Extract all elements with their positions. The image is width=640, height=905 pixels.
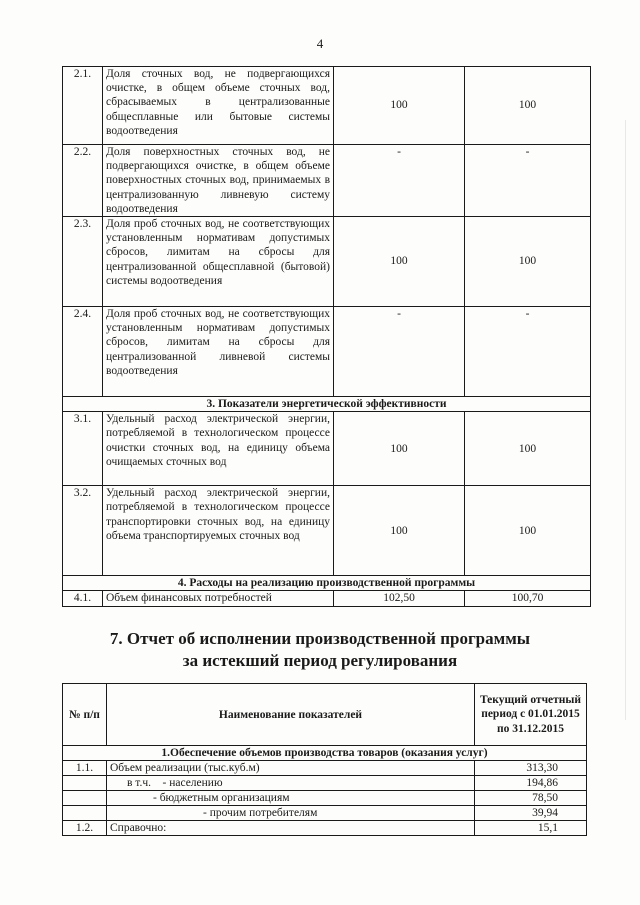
column-header-name: Наименование показателей <box>107 684 475 746</box>
section-heading: 1.Обеспечение объемов производства товаров (оказания услуг) <box>63 746 587 761</box>
row-number <box>63 791 107 806</box>
plan-value: 102,50 <box>334 591 465 606</box>
row-number: 2.2. <box>63 145 103 217</box>
table-row <box>63 307 591 397</box>
section-row <box>63 397 591 412</box>
actual-value: 100 <box>465 217 591 307</box>
indicator-name: Удельный расход электрической энергии, потребляемой в технологическом процессе транспортировки сточных вод, на единицу объема транспортируемых сточных вод <box>103 486 334 576</box>
header-row <box>63 684 587 746</box>
table-row <box>63 412 591 486</box>
column-header-number: № п/п <box>63 684 107 746</box>
table-row <box>63 486 591 576</box>
section-heading: 4. Расходы на реализацию производственной программы <box>63 576 591 591</box>
indicator-name: Справочно: <box>107 821 475 836</box>
row-number: 2.1. <box>63 67 103 145</box>
actual-value: - <box>465 145 591 217</box>
plan-value: 100 <box>334 67 465 145</box>
page-number: 4 <box>316 36 324 51</box>
period-value: 313,30 <box>475 761 587 776</box>
period-value: 15,1 <box>475 821 587 836</box>
actual-value: 100 <box>465 67 591 145</box>
row-number: 2.4. <box>63 307 103 397</box>
indicator-name: Удельный расход электрической энергии, потребляемой в технологическом процессе очистки сточных вод, на единицу объема очищаемых сточных вод <box>103 412 334 486</box>
row-number: 1.1. <box>63 761 107 776</box>
indicator-name: Доля проб сточных вод, не соответствующих установленным нормативам допустимых сбросов, лимитам на сбросы для централизованной общесплавной (бытовой) системы водоотведения <box>103 217 334 307</box>
plan-value: 100 <box>334 486 465 576</box>
row-number: 1.2. <box>63 821 107 836</box>
actual-value: - <box>465 307 591 397</box>
plan-value: - <box>334 145 465 217</box>
indicator-name: Объем реализации (тыс.куб.м) <box>107 761 475 776</box>
plan-value: 100 <box>334 217 465 307</box>
section-row <box>63 576 591 591</box>
plan-value: - <box>334 307 465 397</box>
row-number <box>63 776 107 791</box>
section-title: 7. Отчет об исполнении производственной программы <box>109 629 531 648</box>
period-value: 78,50 <box>475 791 587 806</box>
indicator-name: Объем финансовых потребностей <box>103 591 334 606</box>
table-row <box>63 217 591 307</box>
row-number: 2.3. <box>63 217 103 307</box>
table-row <box>63 67 591 145</box>
row-number: 3.2. <box>63 486 103 576</box>
table-row <box>63 776 587 791</box>
column-header-period: Текущий отчетный период с 01.01.2015 по 31.12.2015 <box>475 684 587 746</box>
indicator-name: в т.ч. - населению <box>107 776 475 791</box>
table-row <box>63 806 587 821</box>
actual-value: 100,70 <box>465 591 591 606</box>
indicators-table <box>62 66 591 607</box>
row-number: 4.1. <box>63 591 103 606</box>
table-row <box>63 145 591 217</box>
actual-value: 100 <box>465 412 591 486</box>
indicator-name: Доля проб сточных вод, не соответствующих установленным нормативам допустимых сбросов, лимитам на сбросы для централизованной ливневой системы водоотведения <box>103 307 334 397</box>
indicator-name: - бюджетным организациям <box>107 791 475 806</box>
section-subtitle: за истекший период регулирования <box>182 651 458 670</box>
report-table <box>62 683 587 836</box>
table-row <box>63 821 587 836</box>
table-row <box>63 791 587 806</box>
actual-value: 100 <box>465 486 591 576</box>
indicator-name: - прочим потребителям <box>107 806 475 821</box>
row-number: 3.1. <box>63 412 103 486</box>
plan-value: 100 <box>334 412 465 486</box>
section-row <box>63 746 587 761</box>
indicator-name: Доля поверхностных сточных вод, не подвергающихся очистке, в общем объеме поверхностных сточных вод, принимаемых в централизованную ливневую систему водоотведения <box>103 145 334 217</box>
section-heading: 3. Показатели энергетической эффективности <box>63 397 591 412</box>
indicator-name: Доля сточных вод, не подвергающихся очистке, в общем объеме сточных вод, сбрасываемых в централизованные общесплавные или бытовые системы водоотведения <box>103 67 334 145</box>
table-row <box>63 761 587 776</box>
period-value: 39,94 <box>475 806 587 821</box>
period-value: 194,86 <box>475 776 587 791</box>
table-row <box>63 591 591 606</box>
row-number <box>63 806 107 821</box>
